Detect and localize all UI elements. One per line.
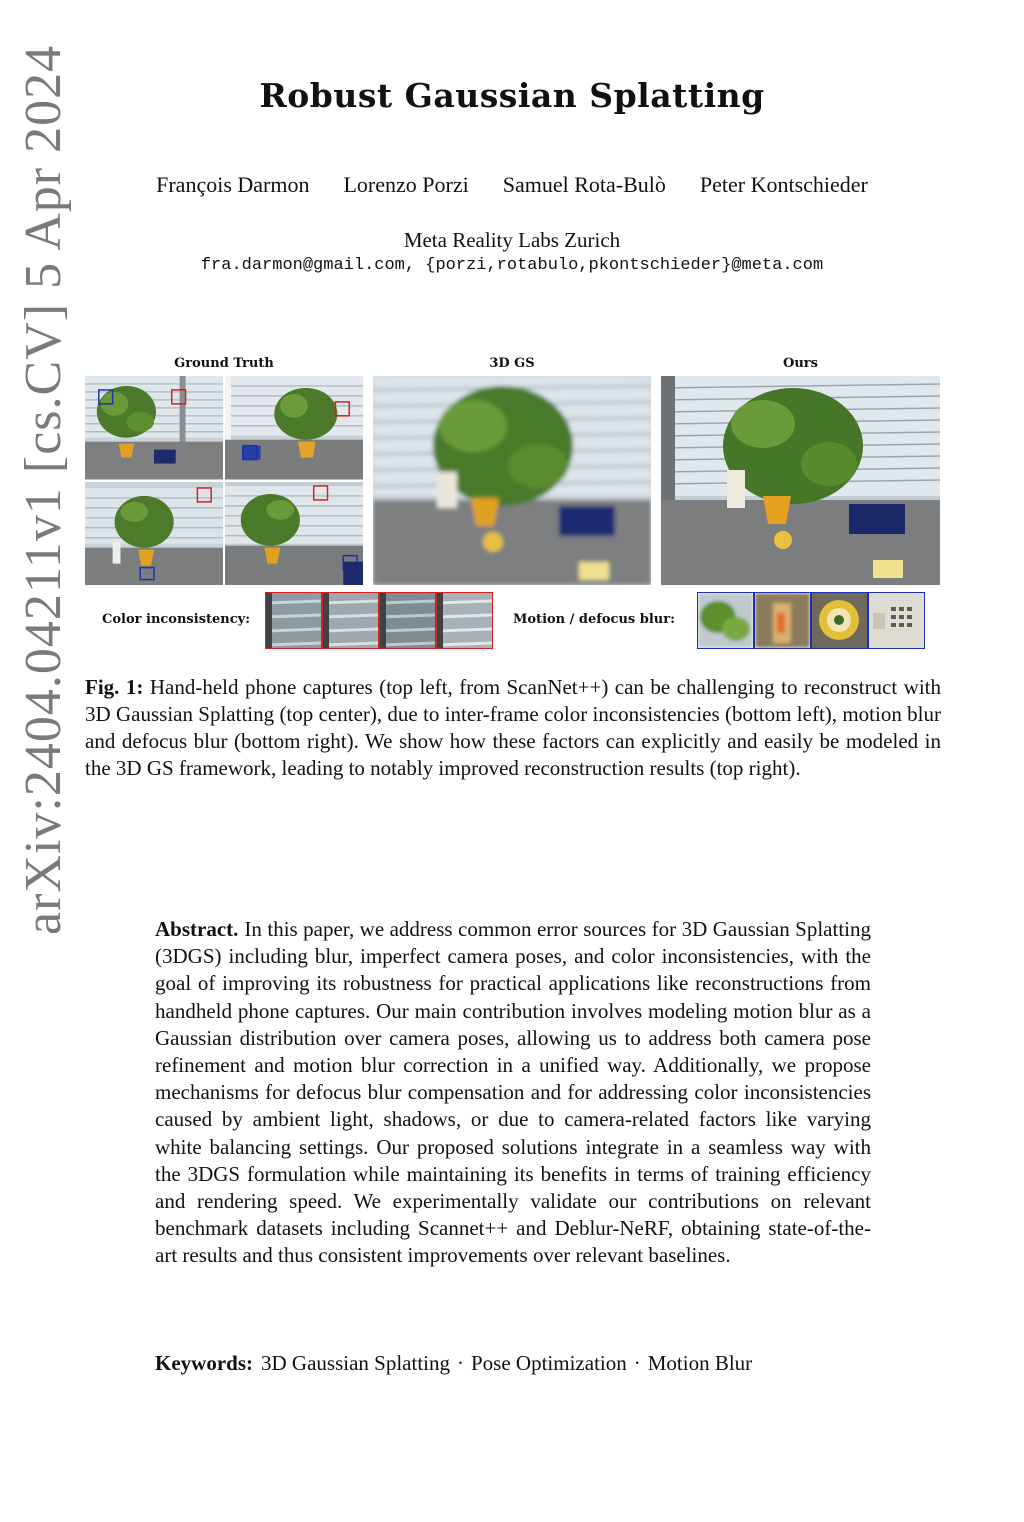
color-crop-image xyxy=(265,592,322,649)
ground-truth-view-image xyxy=(85,482,223,586)
ground-truth-image-grid xyxy=(85,376,363,585)
keyword-separator: · xyxy=(633,1351,641,1375)
color-crop-image xyxy=(436,592,493,649)
blur-label: Motion / defocus blur: xyxy=(513,612,675,627)
keyword-item: Motion Blur xyxy=(647,1351,753,1375)
keyword-item: 3D Gaussian Splatting xyxy=(261,1351,450,1375)
abstract-label: Abstract. xyxy=(155,917,239,941)
author-name: Peter Kontschieder xyxy=(699,172,868,197)
blur-crops xyxy=(697,592,925,649)
author-name: Samuel Rota-Bulò xyxy=(502,172,666,197)
author-emails: fra.darmon@gmail.com, {porzi,rotabulo,pkontschieder}@meta.com xyxy=(200,256,824,275)
color-inconsistency-crops xyxy=(265,592,493,649)
ground-truth-view-image xyxy=(225,376,363,480)
keywords xyxy=(155,1351,915,1376)
color-crop-image xyxy=(322,592,379,649)
ground-truth-view-image xyxy=(225,482,363,586)
figure-header-3dgs: 3D GS xyxy=(489,356,535,371)
keyword-separator: · xyxy=(457,1351,464,1375)
keywords-label: Keywords: xyxy=(155,1351,253,1375)
keyword-item: Pose Optimization xyxy=(471,1351,627,1375)
affiliation: Meta Reality Labs Zurich xyxy=(403,228,621,252)
ours-render-image xyxy=(661,376,940,585)
figure-header-ours: Ours xyxy=(783,356,818,371)
color-crop-image xyxy=(379,592,436,649)
arxiv-stamp: arXiv:2404.04211v1 [cs.CV] 5 Apr 2024 xyxy=(15,44,72,935)
figure-caption xyxy=(85,674,941,782)
blur-crop-image xyxy=(697,592,754,649)
caption-text: Hand-held phone captures (top left, from ScanNet++) can be challenging to reconstruct with 3D Gaussian Splatting (top center), due to inter-frame color inconsistencies (bottom left), motion blur and defocus blur (bottom right). We show how these factors can explicitly and easily be modeled in the 3D GS framework, leading to notably improved reconstruction results (top right). xyxy=(85,675,942,780)
author-name: Lorenzo Porzi xyxy=(343,172,469,197)
abstract xyxy=(155,916,871,1270)
paper-title: Robust Gaussian Splatting xyxy=(259,76,765,115)
3dgs-render-image xyxy=(373,376,651,585)
blur-crop-image xyxy=(868,592,925,649)
author-list xyxy=(60,172,964,198)
figure-header-ground-truth: Ground Truth xyxy=(174,356,274,371)
abstract-text: In this paper, we address common error sources for 3D Gaussian Splatting (3DGS) including blur, imperfect camera poses, and color inconsistencies, with the goal of improving its robustness for practical applications like reconstructions from handheld phone captures. Our main contribution involves modeling motion blur as a Gaussian distribution over camera poses, allowing us to address both camera pose refinement and motion blur correction in a unified way. Additionally, we propose mechanisms for defocus blur compensation and for addressing color inconsistencies caused by ambient light, shadows, or due to camera-related factors like varying white balancing settings. Our proposed solutions integrate in a seamless way with the 3DGS formulation while maintaining its benefits in terms of training efficiency and rendering speed. We experimentally validate our contributions on relevant benchmark datasets including Scannet++ and Deblur-NeRF, obtaining state-of-the-art results and thus consistent improvements over relevant baselines. xyxy=(155,917,871,1268)
color-inconsistency-label: Color inconsistency: xyxy=(102,612,251,627)
caption-label: Fig. 1: xyxy=(85,675,144,699)
blur-crop-image xyxy=(754,592,811,649)
author-name: François Darmon xyxy=(156,172,310,197)
ground-truth-view-image xyxy=(85,376,223,480)
blur-crop-image xyxy=(811,592,868,649)
